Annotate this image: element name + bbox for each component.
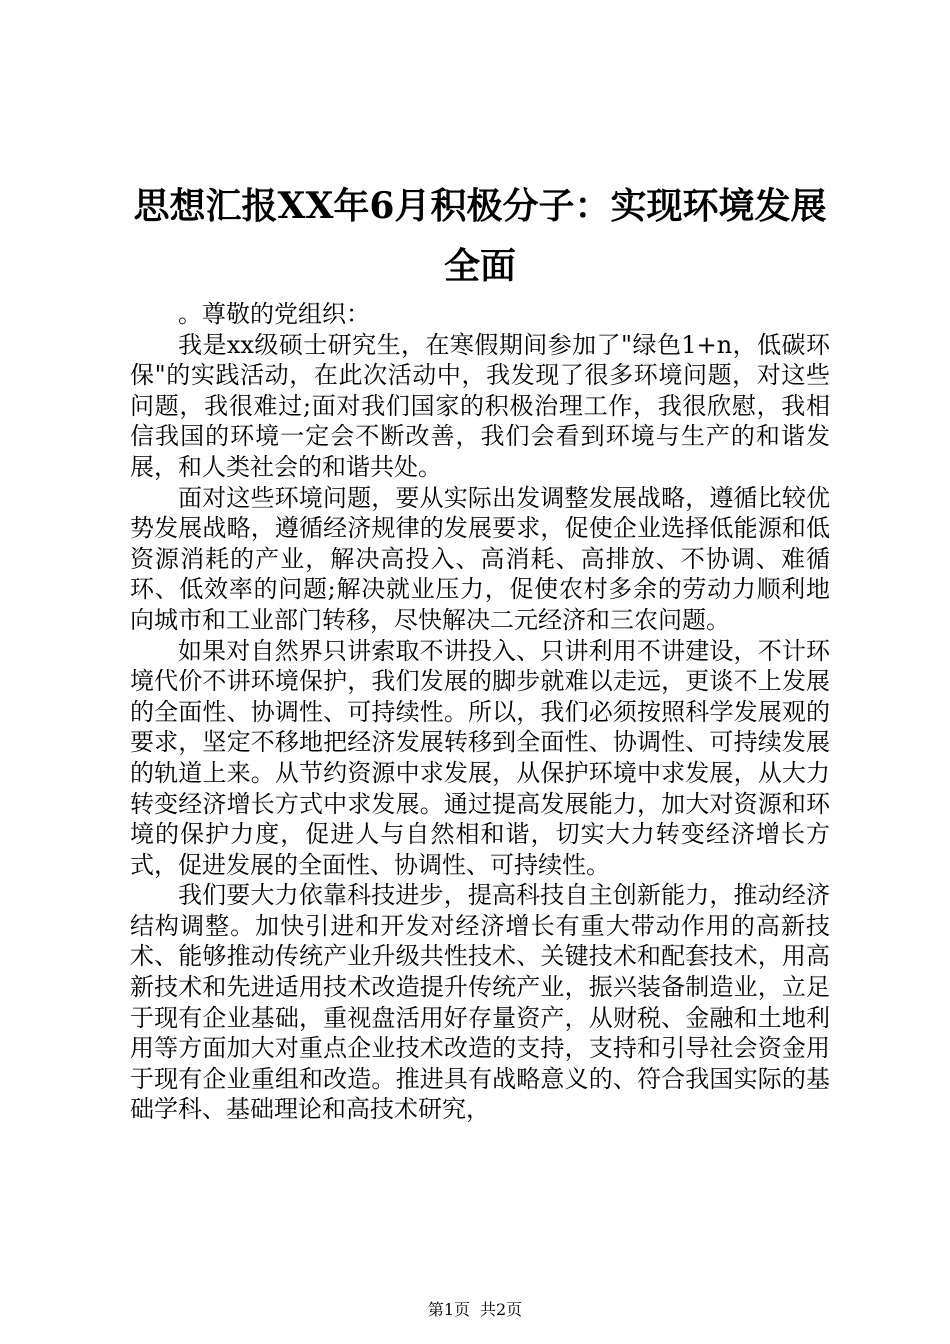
document-body (130, 299, 830, 1125)
paragraph-3: 如果对自然界只讲索取不讲投入、只讲利用不讲建设，不计环境代价不讲环境保护，我们发展的脚步就难以走远，更谈不上发展的全面性、协调性、可持续性。所以，我们必须按照科学发展观的要求，坚定不移地把经济发展转移到全面性、协调性、可持续发展的轨道上来。从节约资源中求发展，从保护环境中求发展，从大力转变经济增长方式中求发展。通过提高发展能力，加大对资源和环境的保护力度，促进人与自然相和谐，切实大力转变经济增长方式，促进发展的全面性、协调性、可持续性。 (130, 636, 830, 879)
page-number: 第1页 (427, 1300, 470, 1319)
page-footer (0, 1300, 950, 1320)
paragraph-1: 我是xx级硕士研究生，在寒假期间参加了"绿色1+n，低碳环保"的实践活动，在此次活动中，我发现了很多环境问题，对这些问题，我很难过;面对我们国家的积极治理工作，我很欣慰，我相信我国的环境一定会不断改善，我们会看到环境与生产的和谐发展，和人类社会的和谐共处。 (130, 330, 830, 481)
document-title (100, 176, 860, 296)
salutation: 。尊敬的党组织： (178, 300, 370, 328)
paragraph-4: 我们要大力依靠科技进步，提高科技自主创新能力，推动经济结构调整。加快引进和开发对经济增长有重大带动作用的高新技术、能够推动传统产业升级共性技术、关键技术和配套技术，用高新技术和先进适用技术改造提升传统产业，振兴装备制造业，立足于现有企业基础，重视盘活用好存量资产，从财税、金融和土地利用等方面加大对重点企业技术改造的支持，支持和引导社会资金用于现有企业重组和改造。推进具有战略意义的、符合我国实际的基础学科、基础理论和高技术研究， (130, 881, 830, 1124)
page-total: 共2页 (480, 1300, 523, 1319)
title-line-1: 思想汇报XX年6月积极分子：实现环境发展 (133, 185, 827, 227)
title-line-2: 全面 (443, 245, 516, 287)
paragraph-2: 面对这些环境问题，要从实际出发调整发展战略，遵循比较优势发展战略，遵循经济规律的发展要求，促使企业选择低能源和低资源消耗的产业，解决高投入、高消耗、高排放、不协调、难循环、低效率的问题;解决就业压力，促使农村多余的劳动力顺利地向城市和工业部门转移，尽快解决二元经济和三农问题。 (130, 483, 830, 634)
